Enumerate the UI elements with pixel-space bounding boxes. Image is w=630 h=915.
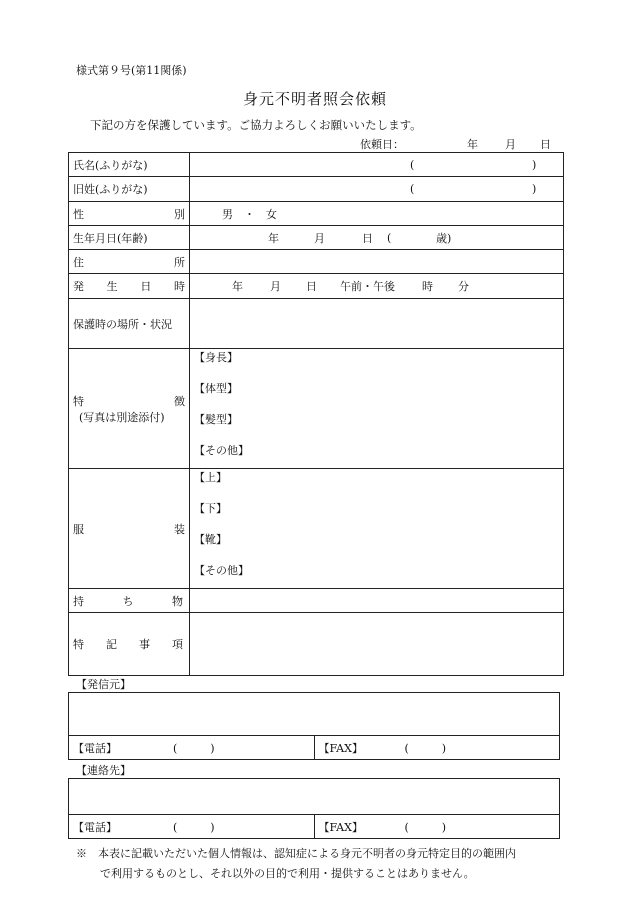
old-name-paren-close: ) [532,182,537,196]
birth-day: 日 [362,231,373,245]
feature-hair: 【髪型】 [194,413,238,426]
row-sex [69,202,564,226]
address-label: 住 所 [69,250,190,274]
contact-fax-field[interactable] [314,815,560,839]
sender-tel-label: 【電話】 [73,741,117,755]
sex-field[interactable] [190,202,564,226]
birth-year: 年 [268,231,279,245]
row-belongings [69,589,564,613]
request-date-label: 依頼日： [360,138,404,151]
contact-fax-paren: ( ) [404,820,447,834]
clothing-bottom: 【下】 [194,502,227,515]
contact-field[interactable] [69,779,560,815]
occ-year: 年 [232,280,243,293]
occ-hour: 時 [422,280,433,293]
page-title: 身元不明者照会依頼 [242,90,387,108]
occ-month: 月 [270,280,281,293]
contact-fax-label: 【FAX】 [318,820,363,834]
features-label: 特 徴 (写真は別途添付) [69,349,190,469]
row-remarks [69,613,564,676]
old-name-label: 旧姓(ふりがな) [69,177,190,202]
request-date [360,136,560,150]
features-sublabel: (写真は別途添付) [79,410,165,424]
contact-tel-field[interactable] [69,815,315,839]
row-features [69,349,564,469]
request-date-day: 日 [540,138,551,151]
belongings-label: 持 ち 物 [69,589,190,613]
sender-heading: 【発信元】 [76,678,131,691]
sender-field[interactable] [69,693,560,736]
birth-age-open: ( [387,231,392,244]
feature-other: 【その他】 [194,444,249,457]
note-mark: ※ [76,847,87,860]
old-name-paren-open: ( [410,182,415,196]
sex-options: 男 ・ 女 [222,207,277,221]
feature-build: 【体型】 [194,382,238,395]
request-date-year: 年 [467,138,478,151]
note-line1: 本表に記載いただいた個人情報は、認知症による身元不明者の身元特定目的の範囲内 [98,847,516,860]
row-place [69,299,564,349]
name-label: 氏名(ふりがな) [69,153,190,177]
contact-tel-paren: ( ) [173,820,215,834]
address-field[interactable] [190,250,564,274]
row-address [69,250,564,274]
row-name [69,153,564,177]
belongings-field[interactable] [190,589,564,613]
birth-month: 月 [314,231,325,245]
place-field[interactable] [190,299,564,349]
occ-day: 日 [306,280,317,293]
occurrence-field[interactable] [190,274,564,299]
name-paren-open: ( [410,158,415,171]
subject-info-table [68,152,564,676]
form-number: 様式第９号(第11関係) [76,64,187,77]
remarks-field[interactable] [190,613,564,676]
place-label: 保護時の場所・状況 [69,299,190,349]
birth-label: 生年月日(年齢) [69,226,190,250]
birth-field[interactable] [190,226,564,250]
feature-height: 【身長】 [194,351,238,364]
features-field[interactable] [190,349,564,469]
remarks-label: 特 記 事 項 [69,613,190,676]
sender-tel-paren: ( ) [173,741,215,755]
sender-fax-paren: ( ) [404,741,447,755]
request-date-month: 月 [505,138,516,151]
sex-label: 性 別 [69,202,190,226]
sender-fax-field[interactable] [314,736,560,760]
sender-table [68,692,560,760]
contact-tel-label: 【電話】 [73,820,117,834]
old-name-field[interactable] [190,177,564,202]
intro-text: 下記の方を保護しています。ご協力よろしくお願いいたします。 [90,118,422,132]
occurrence-label: 発 生 日 時 [69,274,190,299]
row-clothing [69,469,564,589]
name-field[interactable] [190,153,564,177]
birth-age: 歳) [436,231,452,245]
note-line2: で利用するものとし、それ以外の目的で利用・提供することはありません。 [100,867,475,880]
name-paren-close: ) [532,158,537,171]
contact-heading: 【連絡先】 [76,764,131,777]
clothing-other: 【その他】 [194,564,249,577]
row-old-name [69,177,564,202]
clothing-top: 【上】 [194,471,227,484]
clothing-shoes: 【靴】 [194,533,227,546]
occ-ampm: 午前・午後 [340,280,395,293]
contact-table [68,778,560,839]
row-birth [69,226,564,250]
clothing-label: 服 装 [69,469,190,589]
privacy-note [76,844,576,884]
row-occurrence [69,274,564,299]
occ-minute: 分 [458,280,469,293]
sender-fax-label: 【FAX】 [318,741,363,755]
sender-tel-field[interactable] [69,736,315,760]
clothing-field[interactable] [190,469,564,589]
